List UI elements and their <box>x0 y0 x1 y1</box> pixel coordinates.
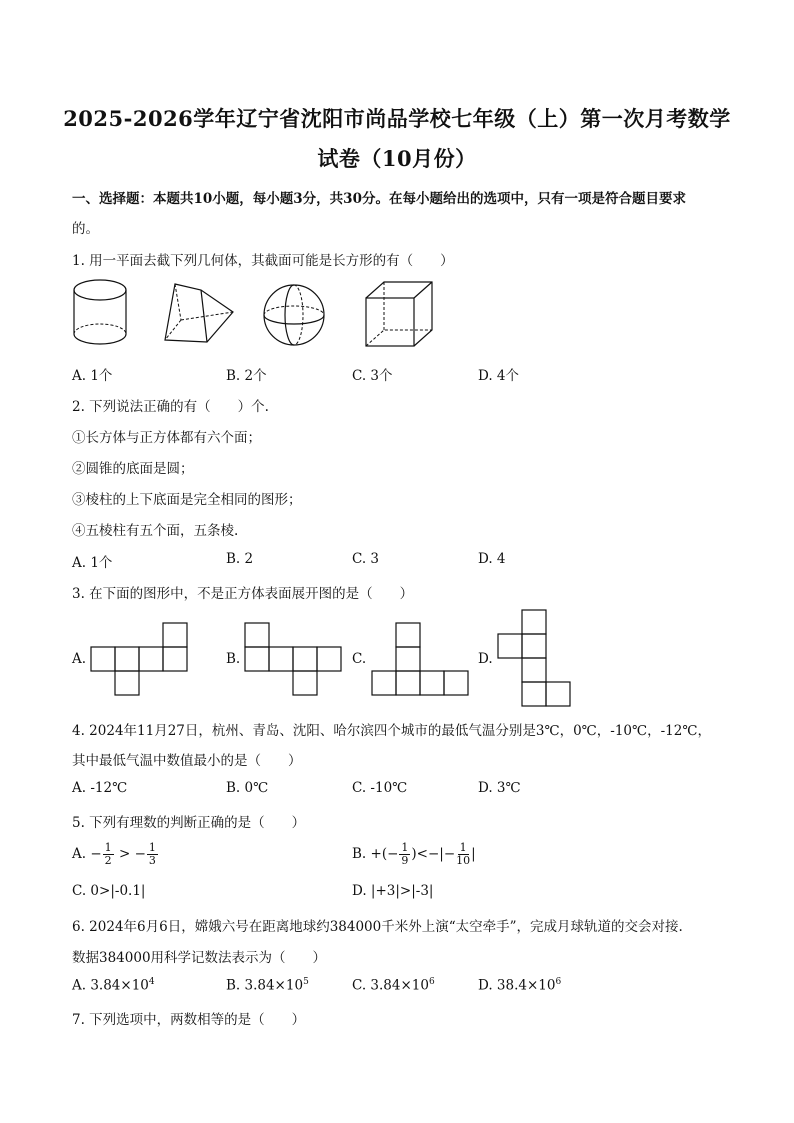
q5-stem: 5. 下列有理数的判断正确的是（ ） <box>72 815 306 831</box>
q5-a-minus2: − <box>134 846 146 862</box>
paper-title-line2: 试卷（10月份） <box>317 146 477 171</box>
q6-option-a[interactable]: A. $3.84\times 10^4$ <box>72 977 155 994</box>
section-header-line1: 一、选择题：本题共10小题，每小题3分，共30分。在每小题给出的选项中，只有一项是符合题目要求 <box>72 191 686 207</box>
q2-statement-3: ③棱柱的上下底面是完全相同的图形； <box>72 492 302 508</box>
q2-statement-4: ④五棱柱有五个面，五条棱. <box>72 523 239 539</box>
q5-a-minus1: − <box>90 846 102 862</box>
q1-stem: 1. 用一平面去截下列几何体，其截面可能是长方形的有（ ） <box>72 253 454 269</box>
q5-b-label: B. <box>352 846 367 862</box>
q2-option-b[interactable]: B. 2 <box>226 551 254 567</box>
q2-statement-2: ②圆锥的底面是圆； <box>72 461 194 477</box>
cube-icon <box>364 280 434 348</box>
q4-stem-line2: 其中最低气温中数值最小的是（ ） <box>72 753 302 769</box>
q2-stem: 2. 下列说法正确的有（ ）个. <box>72 399 269 415</box>
q4-option-b[interactable]: B. 0℃ <box>226 780 269 796</box>
q1-option-d[interactable]: D. 4个 <box>478 368 520 384</box>
q5-a-fraction1: $\frac{1}{2}$ <box>104 841 112 867</box>
q2-statement-1: ①长方体与正方体都有六个面； <box>72 430 261 446</box>
q5-option-c[interactable]: C. 0>|-0.1| <box>72 883 146 899</box>
q3-label-a[interactable]: A. <box>72 651 87 667</box>
q3-label-d[interactable]: D. <box>478 651 493 667</box>
q5-b-post: | <box>471 846 476 862</box>
section-header-line2: 的。 <box>72 221 99 237</box>
net-c-diagram <box>371 622 471 696</box>
q3-label-c[interactable]: C. <box>352 651 367 667</box>
net-d-diagram <box>497 609 573 709</box>
q5-b-fraction1: $\frac{1}{9}$ <box>401 841 409 867</box>
sphere-icon <box>262 283 328 349</box>
q3-stem: 3. 在下面的图形中，不是正方体表面展开图的是（ ） <box>72 586 414 602</box>
q5-option-d[interactable]: D. |+3|>|-3| <box>352 883 434 899</box>
q6-option-b[interactable]: B. $3.84\times 10^5$ <box>226 977 309 994</box>
q4-option-c[interactable]: C. -10℃ <box>352 780 408 796</box>
q4-option-a[interactable]: A. -12℃ <box>72 780 128 796</box>
q5-a-fraction2: $\frac{1}{3}$ <box>148 841 156 867</box>
q5-b-fraction2: $\frac{1}{10}$ <box>456 841 471 867</box>
q3-label-b[interactable]: B. <box>226 651 241 667</box>
q7-stem: 7. 下列选项中，两数相等的是（ ） <box>72 1012 306 1028</box>
paper-title-line1: 2025-2026学年辽宁省沈阳市尚品学校七年级（上）第一次月考数学 <box>63 106 731 131</box>
q5-option-b[interactable] <box>352 842 476 867</box>
cylinder-icon <box>72 278 132 348</box>
q6-option-c[interactable]: C. $3.84\times 10^6$ <box>352 977 435 994</box>
q5-a-label: A. <box>72 846 87 862</box>
q6-option-d[interactable]: D. $38.4\times 10^6$ <box>478 977 562 994</box>
q5-option-a[interactable] <box>72 842 159 867</box>
net-a-diagram <box>91 622 191 696</box>
q5-b-mid: )<−|− <box>411 846 456 862</box>
q1-option-c[interactable]: C. 3个 <box>352 368 393 384</box>
q1-option-a[interactable]: A. 1个 <box>72 368 113 384</box>
q5-b-pre: +(− <box>370 846 399 862</box>
q4-option-d[interactable]: D. 3℃ <box>478 780 521 796</box>
q1-option-b[interactable]: B. 2个 <box>226 368 267 384</box>
q6-stem-line1: 6. 2024年6月6日，嫦娥六号在距离地球约384000千米外上演“太空牵手”，完成月球轨道的交会对接. <box>72 919 683 935</box>
q6-stem-line2: 数据384000用科学记数法表示为（ ） <box>72 950 327 966</box>
q2-option-a[interactable]: A. 1个 <box>72 555 113 571</box>
net-b-diagram <box>244 622 344 696</box>
q2-option-d[interactable]: D. 4 <box>478 551 506 567</box>
q5-a-gt: > <box>118 846 131 862</box>
q4-stem-line1: 4. 2024年11月27日，杭州、青岛、沈阳、哈尔滨四个城市的最低气温分别是3℃，0℃，-10℃，-12℃， <box>72 723 711 739</box>
prism-icon <box>163 282 238 347</box>
q2-option-c[interactable]: C. 3 <box>352 551 380 567</box>
